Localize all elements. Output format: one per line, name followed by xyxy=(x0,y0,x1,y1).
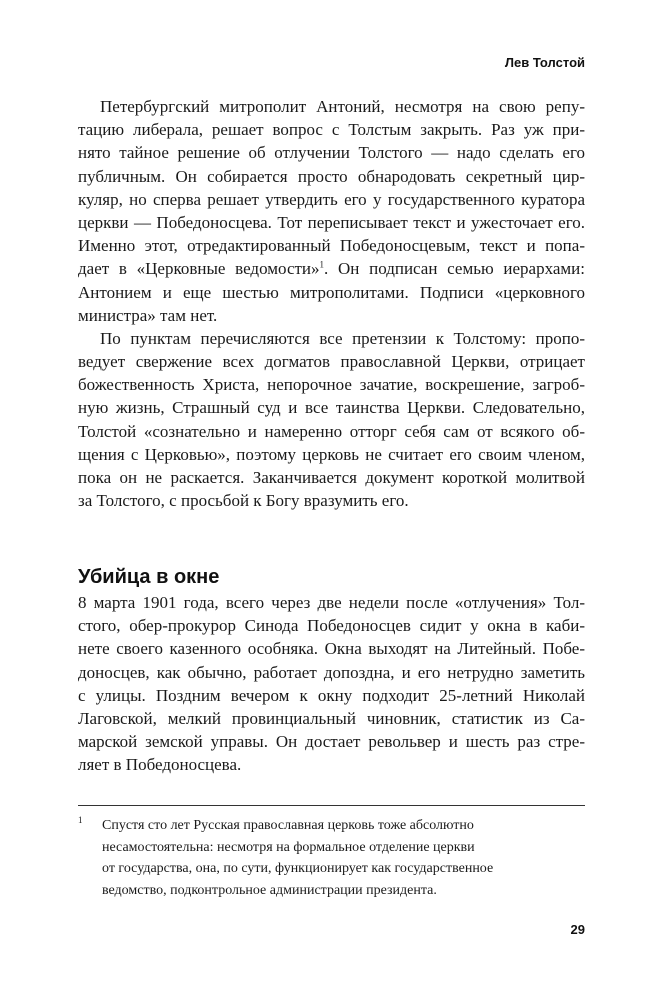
footnote-line: несамостоятельна: несмотря на формальное отделение церкви xyxy=(102,839,475,855)
text-line: куляр, но сперва решает утвердить его у государственного куратора xyxy=(78,189,585,209)
text-line: 8 марта 1901 года, всего через две недели после «отлучения» Тол- xyxy=(78,593,585,612)
text-line: Именно этот, отредактированный Победоносцевым, текст и попа- xyxy=(78,236,585,256)
text-line: нете своего казенного особняка. Окна выходят на Литейный. Побе- xyxy=(78,639,585,659)
text-fragment: дает в «Церковные ведомости» xyxy=(78,259,320,279)
page-number: 29 xyxy=(570,922,585,937)
text-line: стого, обер-прокурор Синода Победоносцев сидит у окна в каби- xyxy=(78,616,585,636)
section-paragraph xyxy=(78,591,585,777)
text-line: По пунктам перечисляются все претензии к Толстому: пропо- xyxy=(100,328,585,348)
text-line: щения с Церковью», поэтому церковь не считает его своим членом, xyxy=(78,444,585,464)
running-title: Лев Толстой xyxy=(504,55,585,70)
footnote-divider xyxy=(78,805,585,806)
text-line: нято тайное решение об отлучении Толстого — надо сделать его xyxy=(78,143,585,163)
section-heading: Убийца в окне xyxy=(78,566,220,588)
footnote-mark: 1 xyxy=(78,815,83,825)
text-line: ную жизнь, Страшный суд и все таинства Церкви. Следовательно, xyxy=(78,398,585,418)
text-line-with-footnote-ref xyxy=(78,257,585,280)
text-line: марской земской управы. Он достает револьвер и шесть раз стре- xyxy=(78,732,585,752)
body-text xyxy=(78,95,585,512)
text-line: Антонием и еще шестью митрополитами. Подписи «церковного xyxy=(78,282,585,302)
text-line: церкви — Победоносцева. Тот переписывает текст и ужесточает его. xyxy=(78,212,585,232)
text-line: божественность Христа, непорочное зачатие, воскрешение, загроб- xyxy=(78,375,585,395)
footnote-line: от государства, она, по сути, функционирует как государственное xyxy=(102,861,494,876)
text-line: тацию либерала, решает вопрос с Толстым закрыть. Раз уж при- xyxy=(78,120,585,140)
text-line: пока он не раскается. Заканчивается документ короткой молитвой xyxy=(78,468,585,487)
paragraph-1 xyxy=(78,95,585,327)
text-line: доносцев, как обычно, работает допоздна, и его нетрудно заметить xyxy=(78,662,585,682)
text-line: с улицы. Поздним вечером к окну подходит 25-летний Николай xyxy=(78,685,585,705)
text-line: Толстой «сознательно и намеренно отторг себя сам от всякого об- xyxy=(78,421,585,441)
text-line: публичным. Он собирается просто обнародовать секретный цир- xyxy=(78,166,585,186)
text-line: ляет в Победоносцева. xyxy=(78,755,242,775)
footnote-line: Спустя сто лет Русская православная церковь тоже абсолютно xyxy=(102,818,474,833)
text-fragment: . Он подписан семью иерархами: xyxy=(324,259,585,279)
footnote-line: ведомство, подконтрольное администрации президента. xyxy=(102,882,437,898)
footnote-reference[interactable]: 1 xyxy=(319,259,325,270)
text-line: Лаговской, мелкий провинциальный чиновник, статистик из Са- xyxy=(78,708,585,728)
footnote xyxy=(78,815,585,901)
text-line: ведует свержение всех догматов православной Церкви, отрицает xyxy=(78,352,585,372)
text-line: Петербургский митрополит Антоний, несмотря на свою репу- xyxy=(100,97,585,116)
text-line: министра» там нет. xyxy=(78,305,218,325)
text-line: за Толстого, с просьбой к Богу вразумить его. xyxy=(78,491,409,511)
paragraph-2 xyxy=(78,327,585,513)
